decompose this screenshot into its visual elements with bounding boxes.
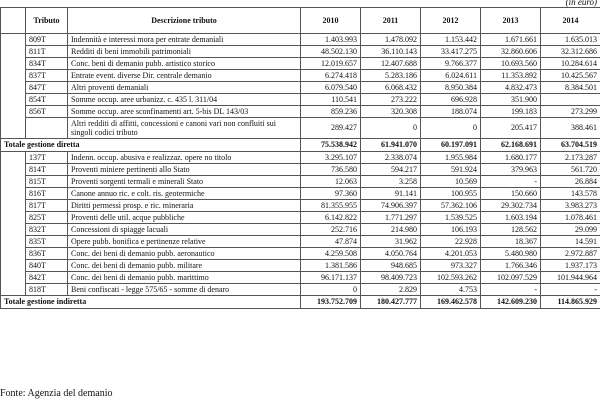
value-cell: 561.720 (541, 164, 600, 176)
table-row (1, 176, 600, 188)
value-cell: 110.541 (301, 94, 361, 106)
value-cell: 0 (301, 284, 361, 296)
value-cell: 1.635.013 (541, 34, 600, 46)
value-cell: 48.502.130 (301, 46, 361, 58)
tributo-description: Proventi sorgenti termali e minerali Stato (68, 176, 301, 188)
value-cell: 199.183 (481, 106, 541, 118)
value-cell: 1.539.525 (421, 212, 481, 224)
source-note: Fonte: Agenzia del demanio (0, 388, 113, 399)
value-cell: - (541, 284, 600, 296)
value-cell: 12.407.688 (361, 58, 421, 70)
tributo-code: 840T (26, 260, 68, 272)
value-cell: 33.417.275 (421, 46, 481, 58)
value-cell: 26.884 (541, 176, 600, 188)
total-value-cell: 114.865.929 (541, 296, 600, 309)
value-cell: 696.928 (421, 94, 481, 106)
value-cell: 973.327 (421, 260, 481, 272)
value-cell: 102.097.529 (481, 272, 541, 284)
value-cell: 81.355.955 (301, 200, 361, 212)
header-year-2014: 2014 (541, 8, 600, 34)
value-cell: 32.860.606 (481, 46, 541, 58)
value-cell: 47.874 (301, 236, 361, 248)
tributo-description: Entrate event. diverse Dir. centrale demanio (68, 70, 301, 82)
value-cell: 57.362.106 (421, 200, 481, 212)
value-cell: 273.299 (541, 106, 600, 118)
tributo-code: 137T (26, 152, 68, 164)
total-value-cell: 193.752.709 (301, 296, 361, 309)
table-row (1, 284, 600, 296)
value-cell: 289.427 (301, 118, 361, 139)
tributo-description: Redditi di beni immobili patrimoniali (68, 46, 301, 58)
table-row (1, 118, 600, 139)
value-cell: 205.417 (481, 118, 541, 139)
tributo-code: 834T (26, 58, 68, 70)
value-cell: 2.338.074 (361, 152, 421, 164)
tributo-code: 825T (26, 212, 68, 224)
value-cell: 379.963 (481, 164, 541, 176)
value-cell: 4.259.508 (301, 248, 361, 260)
unit-note: (in euro) (565, 0, 597, 7)
value-cell: 9.766.377 (421, 58, 481, 70)
table-row (1, 224, 600, 236)
value-cell: 351.900 (481, 94, 541, 106)
tributo-code: 842T (26, 272, 68, 284)
table-row (1, 200, 600, 212)
tributo-description: Conc. beni di demanio pubb. artistico storico (68, 58, 301, 70)
header-blank (1, 8, 26, 34)
value-cell: 8.950.384 (421, 82, 481, 94)
value-cell: 591.924 (421, 164, 481, 176)
value-cell: 3.295.107 (301, 152, 361, 164)
table-row (1, 106, 600, 118)
value-cell: 1.153.442 (421, 34, 481, 46)
tributo-code (26, 118, 68, 139)
tributo-code: 816T (26, 188, 68, 200)
tributo-description: Concessioni di spiagge lacuali (68, 224, 301, 236)
table-row (1, 248, 600, 260)
value-cell: 14.591 (541, 236, 600, 248)
value-cell: 150.660 (481, 188, 541, 200)
value-cell: 214.980 (361, 224, 421, 236)
value-cell: 6.068.432 (361, 82, 421, 94)
tributo-description: Conc. dei beni di demanio pubb. militare (68, 260, 301, 272)
tributo-code: 811T (26, 46, 68, 58)
tributo-description: Indenn. occup. abusiva e realizzaz. opere no titolo (68, 152, 301, 164)
value-cell: 6.079.540 (301, 82, 361, 94)
value-cell: 859.236 (301, 106, 361, 118)
value-cell: 11.353.892 (481, 70, 541, 82)
header-year-2011: 2011 (361, 8, 421, 34)
value-cell: 29.302.734 (481, 200, 541, 212)
value-cell: 188.074 (421, 106, 481, 118)
value-cell: 29.099 (541, 224, 600, 236)
table-body (1, 34, 600, 309)
table-row (1, 46, 600, 58)
value-cell: 4.753 (421, 284, 481, 296)
total-label: Totale gestione diretta (1, 139, 301, 152)
value-cell: 6.142.822 (301, 212, 361, 224)
table-row (1, 82, 600, 94)
tributo-code: 837T (26, 70, 68, 82)
table-row (1, 70, 600, 82)
value-cell: 100.955 (421, 188, 481, 200)
value-cell: 10.425.567 (541, 70, 600, 82)
value-cell: 22.928 (421, 236, 481, 248)
value-cell: 5.480.980 (481, 248, 541, 260)
value-cell: 10.693.560 (481, 58, 541, 70)
tributo-description: Proventi miniere pertinenti allo Stato (68, 164, 301, 176)
tributo-code: 815T (26, 176, 68, 188)
total-value-cell: 63.704.519 (541, 139, 600, 152)
value-cell: 252.716 (301, 224, 361, 236)
value-cell: - (481, 284, 541, 296)
value-cell: 36.110.143 (361, 46, 421, 58)
value-cell: 2.173.287 (541, 152, 600, 164)
tributo-code: 835T (26, 236, 68, 248)
tributo-description: Diritti permessi prosp. e ric. mineraria (68, 200, 301, 212)
tributo-description: Conc. dei beni di demanio pubb. aeronautico (68, 248, 301, 260)
table-row (1, 164, 600, 176)
table-row (1, 34, 600, 46)
header-row (1, 8, 600, 34)
tributo-code: 854T (26, 94, 68, 106)
value-cell: 1.955.984 (421, 152, 481, 164)
tributo-description: Canone annuo ric. e colt. ris. geotermiche (68, 188, 301, 200)
header-year-2013: 2013 (481, 8, 541, 34)
header-year-2010: 2010 (301, 8, 361, 34)
tributo-code: 814T (26, 164, 68, 176)
value-cell: 10.284.614 (541, 58, 600, 70)
total-value-cell: 61.941.070 (361, 139, 421, 152)
header-year-2012: 2012 (421, 8, 481, 34)
tributo-code: 809T (26, 34, 68, 46)
value-cell: 102.593.262 (421, 272, 481, 284)
value-cell: 101.944.964 (541, 272, 600, 284)
value-cell: 128.562 (481, 224, 541, 236)
total-value-cell: 75.538.942 (301, 139, 361, 152)
value-cell: 143.578 (541, 188, 600, 200)
tributo-code: 832T (26, 224, 68, 236)
tributo-code: 856T (26, 106, 68, 118)
value-cell: 1.771.297 (361, 212, 421, 224)
value-cell: 1.937.173 (541, 260, 600, 272)
value-cell: 5.283.186 (361, 70, 421, 82)
value-cell: 388.461 (541, 118, 600, 139)
table-row (1, 272, 600, 284)
value-cell: 0 (361, 118, 421, 139)
header-description: Descrizione tributo (68, 8, 301, 34)
tributo-code: 817T (26, 200, 68, 212)
section-label-cell (1, 34, 26, 139)
tributo-description: Altri redditi di affitti, concessioni e canoni vari non confluiti sui singoli codici tributo (68, 118, 301, 139)
table-row (1, 260, 600, 272)
value-cell: 4.201.053 (421, 248, 481, 260)
value-cell: 1.680.177 (481, 152, 541, 164)
tributo-description: Conc. dei beni di demanio pubb. marittimo (68, 272, 301, 284)
tributo-code: 818T (26, 284, 68, 296)
value-cell: 2.829 (361, 284, 421, 296)
value-cell: 96.171.137 (301, 272, 361, 284)
tributo-description: Proventi delle util. acque pubbliche (68, 212, 301, 224)
value-cell: 98.409.723 (361, 272, 421, 284)
revenue-table (0, 7, 600, 309)
tributo-description: Beni confiscati - legge 575/65 - somme di denaro (68, 284, 301, 296)
table-row (1, 212, 600, 224)
value-cell: 948.685 (361, 260, 421, 272)
value-cell (541, 94, 600, 106)
value-cell: 6.024.611 (421, 70, 481, 82)
tributo-description: Somme occup. aree urbanizz. c. 435 l. 311/04 (68, 94, 301, 106)
tributo-description: Indennità e interessi mora per entrate demaniali (68, 34, 301, 46)
value-cell: 320.308 (361, 106, 421, 118)
tributo-code: 847T (26, 82, 68, 94)
table-row (1, 188, 600, 200)
table-row (1, 236, 600, 248)
value-cell: 594.217 (361, 164, 421, 176)
value-cell: 3.983.273 (541, 200, 600, 212)
value-cell: - (481, 176, 541, 188)
value-cell: 12.019.657 (301, 58, 361, 70)
total-value-cell: 180.427.777 (361, 296, 421, 309)
header-code: Tributo (26, 8, 68, 34)
tributo-code: 836T (26, 248, 68, 260)
value-cell: 3.258 (361, 176, 421, 188)
tributo-description: Somme occup. aree sconfinamenti art. 5-bis DL 143/03 (68, 106, 301, 118)
table-row (1, 58, 600, 70)
value-cell: 32.312.686 (541, 46, 600, 58)
value-cell: 97.360 (301, 188, 361, 200)
value-cell: 1.671.661 (481, 34, 541, 46)
value-cell: 1.403.993 (301, 34, 361, 46)
total-value-cell: 169.462.578 (421, 296, 481, 309)
total-row (1, 139, 600, 152)
value-cell: 10.569 (421, 176, 481, 188)
value-cell: 2.972.887 (541, 248, 600, 260)
value-cell: 1.766.346 (481, 260, 541, 272)
value-cell: 18.367 (481, 236, 541, 248)
total-value-cell: 60.197.091 (421, 139, 481, 152)
value-cell: 4.050.764 (361, 248, 421, 260)
value-cell: 91.141 (361, 188, 421, 200)
value-cell: 1.078.461 (541, 212, 600, 224)
value-cell: 1.603.194 (481, 212, 541, 224)
value-cell: 736.580 (301, 164, 361, 176)
value-cell: 6.274.418 (301, 70, 361, 82)
total-row (1, 296, 600, 309)
total-value-cell: 62.168.691 (481, 139, 541, 152)
value-cell: 273.222 (361, 94, 421, 106)
table-row (1, 152, 600, 164)
total-value-cell: 142.609.230 (481, 296, 541, 309)
tributo-description: Altri proventi demaniali (68, 82, 301, 94)
value-cell: 1.381.586 (301, 260, 361, 272)
value-cell: 8.384.501 (541, 82, 600, 94)
table-row (1, 94, 600, 106)
value-cell: 1.478.092 (361, 34, 421, 46)
total-label: Totale gestione indiretta (1, 296, 301, 309)
section-label-cell (1, 152, 26, 296)
value-cell: 106.193 (421, 224, 481, 236)
value-cell: 74.906.397 (361, 200, 421, 212)
value-cell: 0 (421, 118, 481, 139)
tributo-description: Opere pubb. bonifica e pertinenze relative (68, 236, 301, 248)
value-cell: 4.832.473 (481, 82, 541, 94)
value-cell: 12.063 (301, 176, 361, 188)
value-cell: 31.962 (361, 236, 421, 248)
